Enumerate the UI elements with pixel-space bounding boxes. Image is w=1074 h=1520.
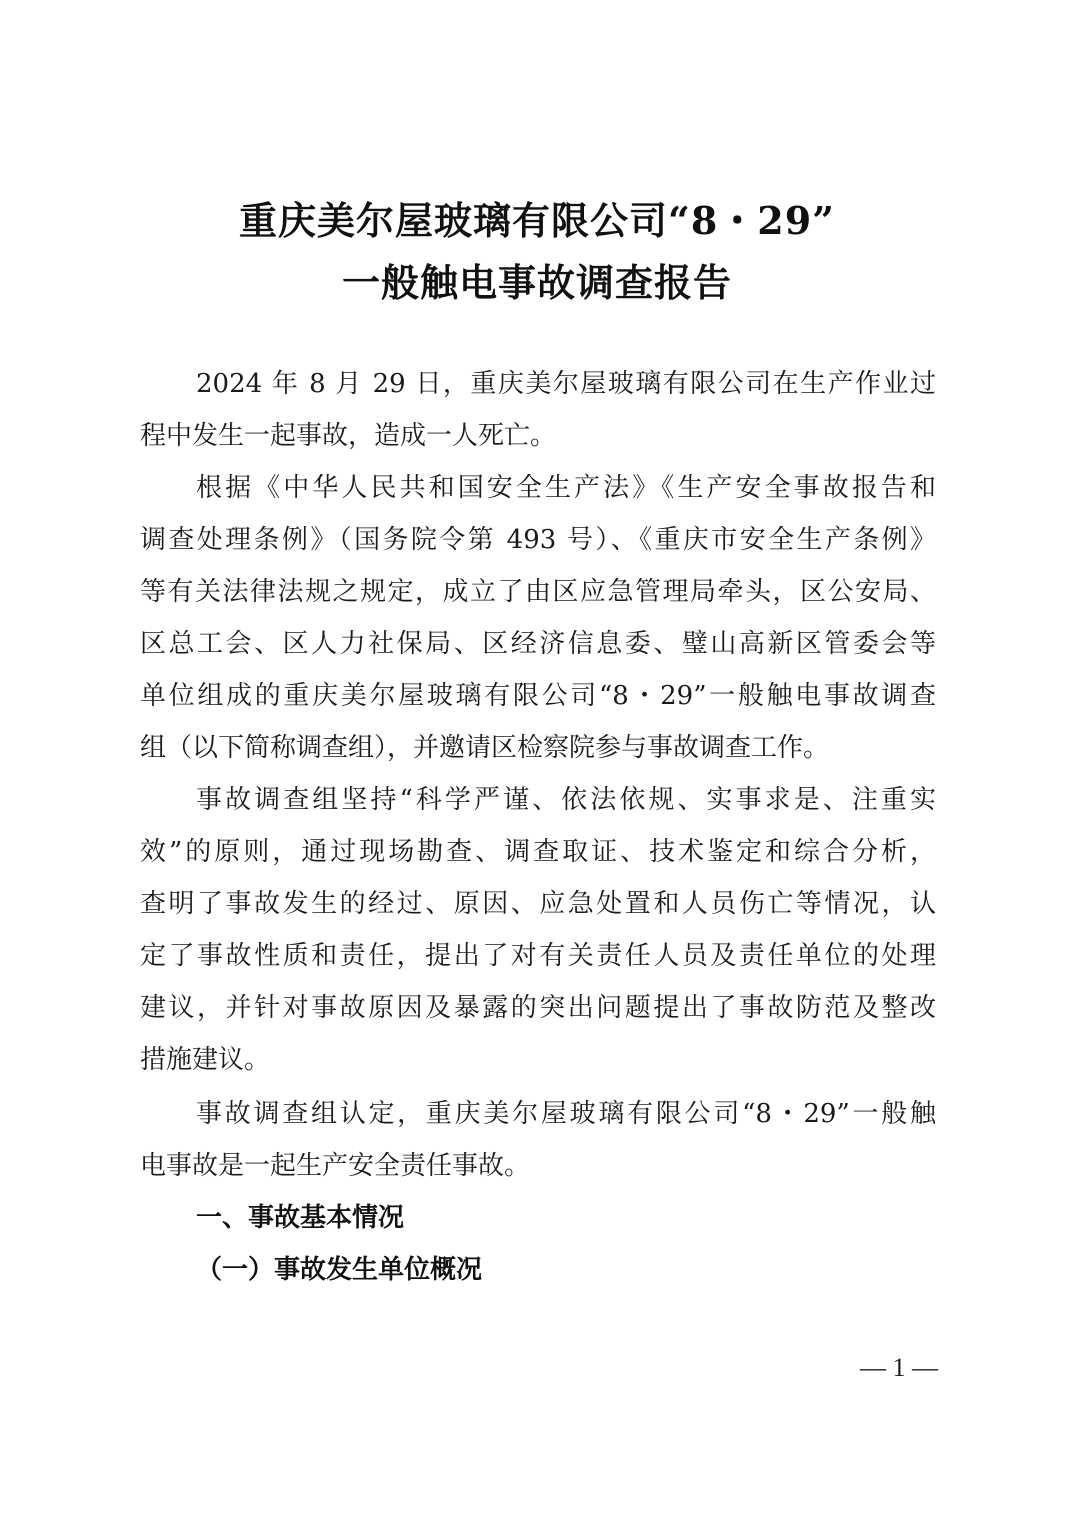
paragraph-2-line-5: 单位组成的重庆美尔屋玻璃有限公司“8・29”一般触电事故调查 bbox=[140, 681, 936, 711]
document-title-line-1: 重庆美尔屋玻璃有限公司“8・29” bbox=[238, 198, 836, 243]
paragraph-2-line-1: 根据《中华人民共和国安全生产法》《生产安全事故报告和 bbox=[196, 473, 936, 503]
paragraph-2-line-6: 组（以下简称调查组），并邀请区检察院参与事故调查工作。 bbox=[140, 733, 830, 763]
paragraph-3-line-1: 事故调查组坚持“科学严谨、依法依规、实事求是、注重实 bbox=[196, 785, 936, 815]
page-number: — 1 — bbox=[860, 1353, 938, 1382]
section-heading: 一、事故基本情况 bbox=[196, 1203, 405, 1233]
paragraph-2-line-2: 调查处理条例》（国务院令第 493 号）、《重庆市安全生产条例》 bbox=[140, 525, 936, 555]
paragraph-1-line-1: 2024 年 8 月 29 日，重庆美尔屋玻璃有限公司在生产作业过 bbox=[196, 369, 936, 399]
paragraph-3-line-4: 定了事故性质和责任，提出了对有关责任人员及责任单位的处理 bbox=[140, 941, 936, 971]
document-title-line-2: 一般触电事故调查报告 bbox=[341, 260, 732, 305]
paragraph-3-line-6: 措施建议。 bbox=[140, 1045, 271, 1075]
paragraph-2-line-4: 区总工会、区人力社保局、区经济信息委、璧山高新区管委会等 bbox=[140, 629, 936, 659]
paragraph-3-line-2: 效”的原则，通过现场勘查、调查取证、技术鉴定和综合分析， bbox=[140, 837, 936, 867]
paragraph-2-line-3: 等有关法律法规之规定，成立了由区应急管理局牵头，区公安局、 bbox=[140, 577, 936, 607]
paragraph-3-line-3: 查明了事故发生的经过、原因、应急处置和人员伤亡等情况，认 bbox=[140, 889, 936, 919]
paragraph-4-line-2: 电事故是一起生产安全责任事故。 bbox=[140, 1151, 531, 1181]
paragraph-3-line-5: 建议，并针对事故原因及暴露的突出问题提出了事故防范及整改 bbox=[140, 993, 936, 1023]
paragraph-1-line-2: 程中发生一起事故，造成一人死亡。 bbox=[140, 421, 557, 451]
subsection-heading: （一）事故发生单位概况 bbox=[196, 1255, 483, 1285]
paragraph-4-line-1: 事故调查组认定，重庆美尔屋玻璃有限公司“8・29”一般触 bbox=[196, 1099, 936, 1129]
